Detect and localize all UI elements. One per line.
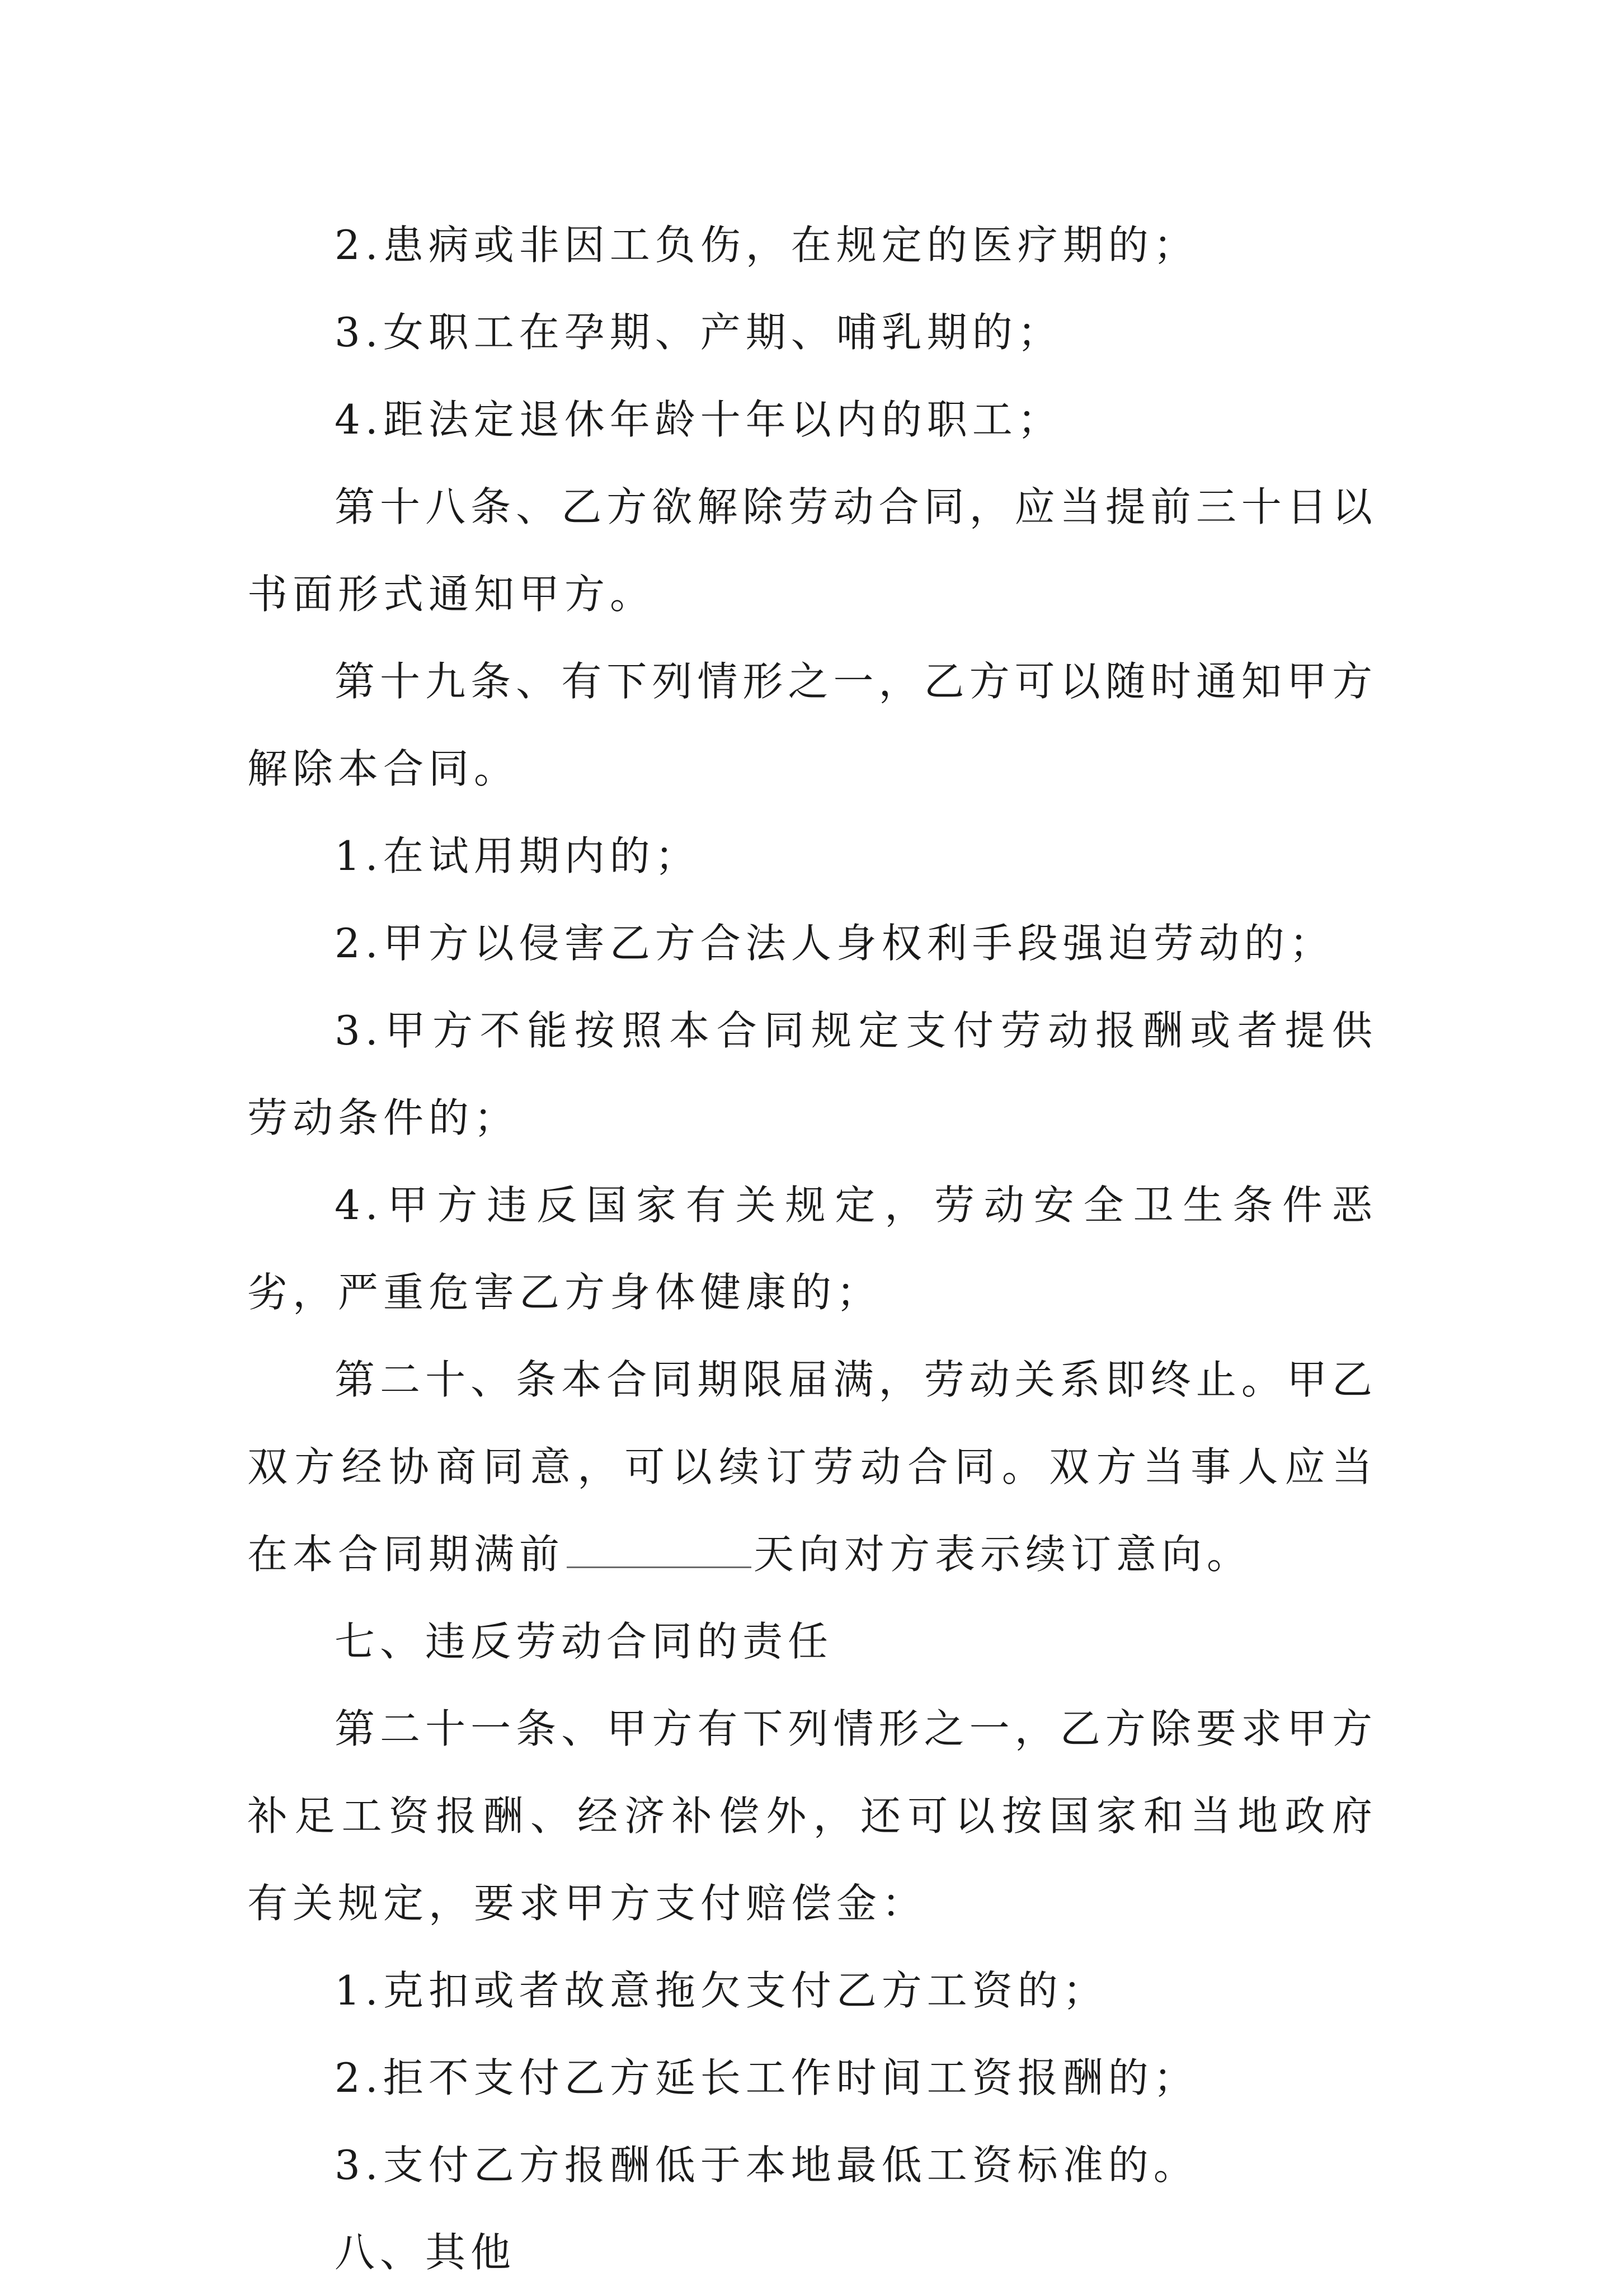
paragraph-article-18: 第十八条、乙方欲解除劳动合同，应当提前三十日以书面形式通知甲方。 — [247, 483, 1377, 618]
paragraph-article-20 — [247, 1336, 1377, 1598]
paragraph-item-4: 4.甲方违反国家有关规定，劳动安全卫生条件恶劣，严重危害乙方身体健康的； — [247, 1182, 1377, 1316]
paragraph-item-1: 1.在试用期内的； — [335, 832, 700, 879]
paragraph-clause-3: 3.女职工在孕期、产期、哺乳期的； — [335, 309, 1063, 356]
paragraph-item-3: 3.甲方不能按照本合同规定支付劳动报酬或者提供劳动条件的； — [247, 1007, 1377, 1141]
paragraph-penalty-3: 3.支付乙方报酬低于本地最低工资标准的。 — [335, 2142, 1199, 2189]
paragraph-clause-2: 2.患病或非因工负伤，在规定的医疗期的； — [335, 222, 1199, 269]
fill-in-blank-days[interactable] — [567, 1533, 751, 1568]
article-20-text: 第二十、条本合同期限届满，劳动关系即终止。甲乙双方经协商同意，可以续订劳动合同。双方当事人应当在本合同期满前 — [247, 1356, 1377, 1578]
section-heading-7: 七、违反劳动合同的责任 — [335, 1618, 834, 1665]
paragraph-clause-4: 4.距法定退休年龄十年以内的职工； — [335, 396, 1063, 443]
document-body — [247, 201, 1377, 2296]
paragraph-penalty-1: 1.克扣或者故意拖欠支付乙方工资的； — [335, 1967, 1108, 2014]
article-20-tail: 天向对方表示续订意向。 — [754, 1531, 1253, 1578]
section-heading-8: 八、其他 — [335, 2229, 516, 2276]
paragraph-penalty-2: 2.拒不支付乙方延长工作时间工资报酬的； — [335, 2054, 1199, 2101]
paragraph-item-2: 2.甲方以侵害乙方合法人身权利手段强迫劳动的； — [335, 920, 1335, 967]
paragraph-article-19: 第十九条、有下列情形之一，乙方可以随时通知甲方解除本合同。 — [247, 658, 1377, 792]
paragraph-article-21: 第二十一条、甲方有下列情形之一，乙方除要求甲方补足工资报酬、经济补偿外，还可以按国家和当地政府有关规定，要求甲方支付赔偿金： — [247, 1705, 1377, 1927]
